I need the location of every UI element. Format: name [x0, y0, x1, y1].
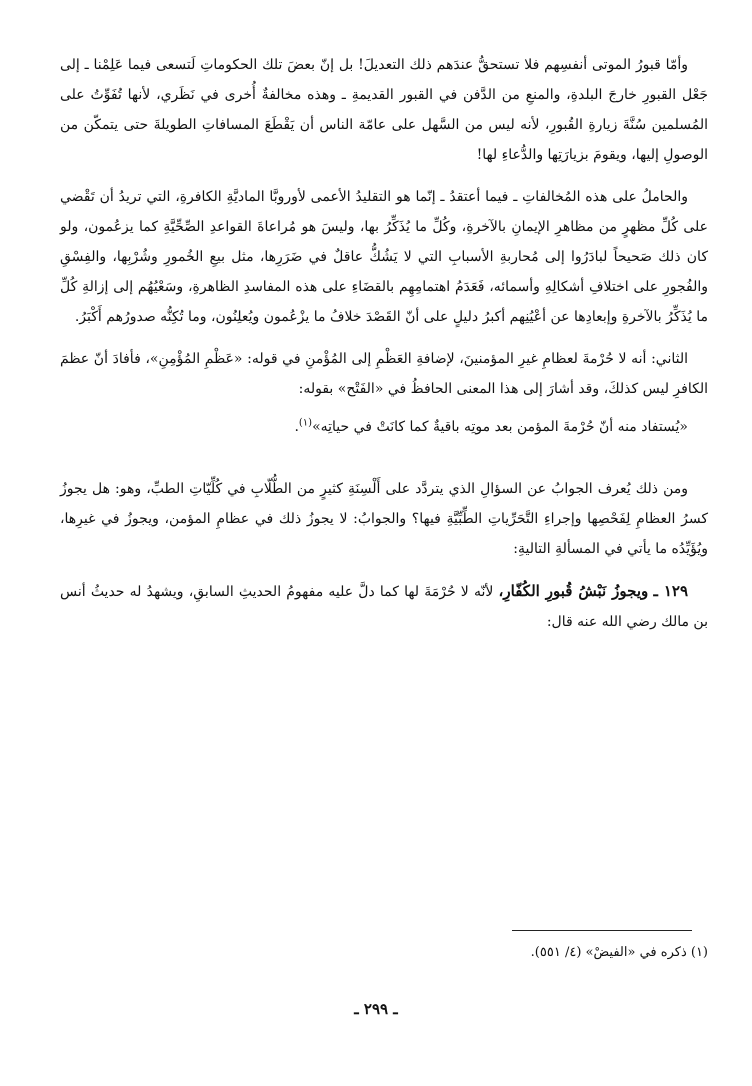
paragraph-medical-question: ومن ذلك يُعرف الجوابُ عن السؤالِ الذي يتردَّد على أَلْسِنَةِ كثيرٍ من الطُّلّابِ في كُلِّيّاتِ الطبِّ، وهو: هل يجوزُ كسرُ العظامِ لِفَحْصِها وإجراءِ التَّحَرِّياتِ الطِّبِّيَّةِ فيها؟ والجوابُ: لا يجوزُ ذلك في عظامِ المؤمن، ويجوزُ في غيرِها، ويُؤَيِّدُه ما يأتي في المسألةِ التاليةِ: [60, 481, 708, 557]
section-heading: ويجوزُ نَبْشُ قُبورِ الكُفّارِ، [498, 582, 649, 600]
paragraph-graves-modification: وأمّا قبورُ الموتى أنفسِهم فلا تستحقُّ عندَهم ذلك التعديلَ! بل إنّ بعضَ تلك الحكوماتِ لَتسعى فيما عَلِمْنا ـ إلى جَعْل القبورِ خارجَ البلدةِ، والمنعِ من الدَّفن في القبور القديمةِ ـ وهذه مخالفةٌ أُخرى في نَظَري، لأنها تُفَوِّتُ على المُسلمين سُنَّةَ زيارةِ القُبورِ، لأنه ليس من السَّهل على عامّة الناس أن يَقْطَعَ المسافاتِ الطويلةَ حتى يتمكّن من الوصولِ إليها، ويقومَ بزيارَتِها والدُّعاءِ لها! [60, 57, 708, 163]
footnote-ref: (١) [298, 417, 313, 429]
footnote-divider [512, 930, 692, 931]
page-number: ـ ٢٩٩ ـ [354, 1000, 398, 1018]
section-number: ١٢٩ ـ [653, 582, 688, 600]
section-text: لأنّه لا حُرْمَةَ لها كما دلَّ عليه مفهومُ الحديثِ السابقِ، ويشهدُ له حديثُ أنس بن مالك رضي الله عنه قال: [60, 584, 708, 630]
paragraph-second-point: الثاني: أنه لا حُرْمةَ لعظامِ غيرِ المؤمنينَ، لإضافةِ العَظْمِ إلى المُؤْمنِ في قوله: «عَظْمِ المُؤْمِنِ»، فأفادَ أنّ عظمَ الكافرِ ليس كذلكَ، وقد أشارَ إلى هذا المعنى الحافظُ في «الفَتْح» بقوله: [60, 351, 708, 397]
footnote: (١) ذكره في «الفيضْ» (٤/ ٥٥١). [530, 945, 708, 960]
page-body [60, 50, 708, 637]
quote-hafiz: «يُستفاد منه أنّ حُرْمةَ المؤمن بعد موتِه باقيةٌ كما كانَتْ في حياتِه»$^{(١)}$. [294, 417, 688, 435]
quote-text: «يُستفاد منه أنّ حُرْمةَ المؤمن بعد موتِه باقيةٌ كما كانَتْ في حياتِه» [312, 419, 688, 435]
paragraph-blind-imitation: والحاملُ على هذه المُخالفاتِ ـ فيما أعتقدُ ـ إنّما هو التقليدُ الأعمى لأوروبَّا الماديَّةِ الكافرةِ، التي تريدُ أن تَقْضي على كُلِّ مظهرٍ من مظاهرِ الإيمانِ بالآخرةِ، وكُلِّ ما يُذَكِّرُ بها، وليسَ هو مُراعاةَ القواعدِ الصِّحِّيَّةِ كما يزعُمون، ولو كان ذلك صَحيحاً لبادَرُوا إلى مُحاربةِ الأسبابِ التي لا يَشُكُّ عاقلٌ في ضَرَرِها، مثل بيعِ الخُمورِ وشُرْبِها، والفِسْقِ والفُجورِ على اختلافِ أشكالِهِ وأسمائه، فَعَدَمُ اهتمامِهِم بالقضَاءِ على هذه المفاسدِ الظاهرةِ، وسَعْيُهُم إلى إزالةِ كُلِّ ما يُذَكِّرُ بالآخرةِ وإبعادِها عن أعْيُنِهم أكبرُ دليلٍ على أنّ القَصْدَ خلافُ ما يزْعُمون ويُعلِنُون، وما تُكِنُّه صدورُهم أَكْبَرُ. [60, 189, 708, 325]
section-129 [60, 576, 708, 637]
